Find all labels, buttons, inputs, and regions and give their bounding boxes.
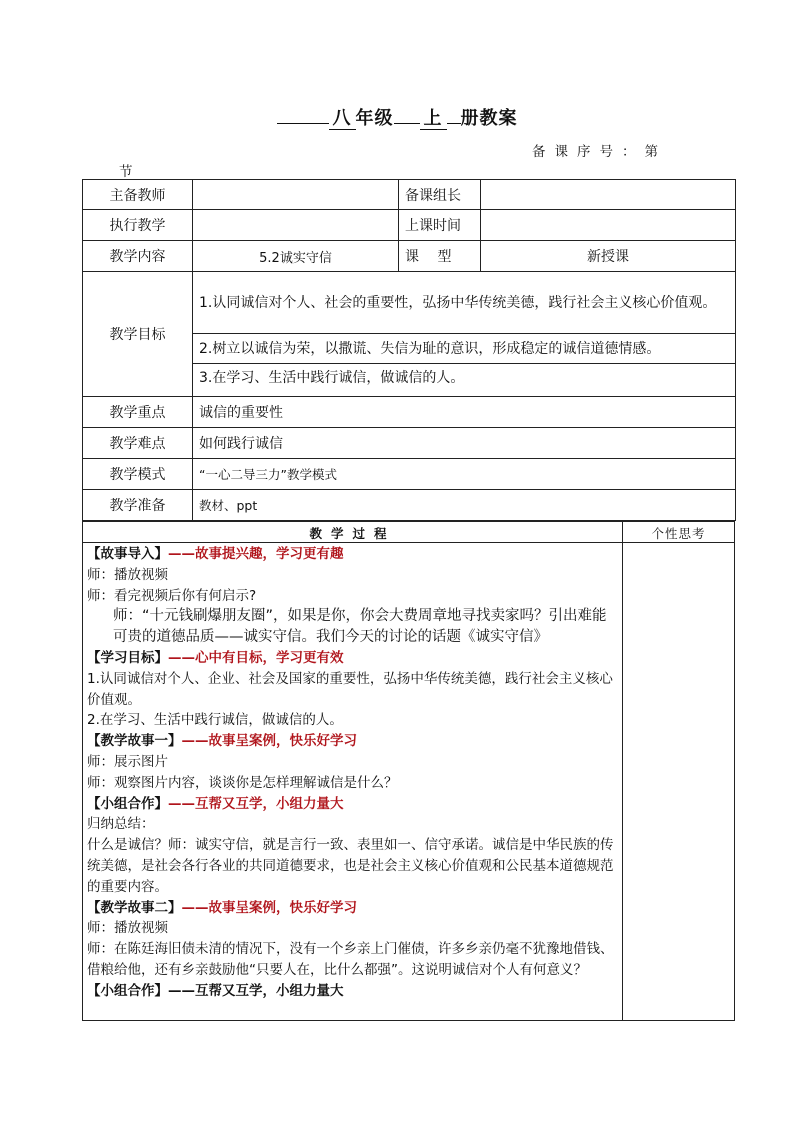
content-value: 5.2诚实守信 [193,241,399,272]
column-divider [622,522,623,1020]
section-tag: 【小组合作】 [87,982,168,999]
section-tag: 【教学故事一】 [87,733,182,750]
difficulty-value: 如何践行诚信 [193,428,736,459]
group-leader-label: 备课组长 [399,180,481,210]
difficulty-label: 教学难点 [83,428,193,459]
process-body [87,544,617,1002]
lesson-info-table [82,179,736,521]
section-tag: 【学习目标】 [87,649,168,666]
text-line: 师：观察图片内容，谈谈你是怎样理解诚信是什么？ [87,774,398,791]
prep-label: 教学准备 [83,490,193,521]
exec-teacher-label: 执行教学 [83,210,193,241]
class-time-label: 上课时间 [399,210,481,241]
text-line: 归纳总结： [87,816,155,833]
section-motto: ——互帮又互学，小组力量大 [168,795,344,812]
section-motto: ——故事提兴趣，学习更有趣 [168,546,344,562]
section-heading [87,731,617,752]
key-point-value: 诚信的重要性 [193,397,736,428]
mode-value: “一心二导三力”教学模式 [193,459,736,490]
exec-teacher-field[interactable] [193,210,399,241]
text-line: 2.在学习、生活中践行诚信，做诚信的人。 [87,712,343,729]
mode-label: 教学模式 [83,459,193,490]
text-line: 1.认同诚信对个人、企业、社会及国家的重要性，弘扬中华传统美德，践行社会主义核心价值观。 [87,670,613,708]
text-line: 什么是诚信？师：诚实守信，就是言行一致、表里如一、信守承诺。诚信是中华民族的传统美德，是社会各行各业的共同道德要求，也是社会主义核心价值观和公民基本道德规范的重要内容。 [87,837,614,895]
section-motto: ——故事呈案例，快乐好学习 [181,733,357,750]
text-line: 师：展示图片 [87,753,168,770]
process-header: 教学过程 [309,526,396,541]
notes-header: 个性思考 [651,526,706,541]
section-heading [87,898,617,919]
section-heading [87,794,617,815]
lead-teacher-label: 主备教师 [83,180,193,210]
text-line: 师：看完视频后你有何启示? [87,587,257,604]
section-heading [87,981,617,1002]
content-label: 教学内容 [83,241,193,272]
section-tag: 【故事导入】 [87,546,168,562]
page-title [0,104,794,130]
text-line: 师：“十元钱刷爆朋友圈”，如果是你，你会大费周章地寻找卖家吗？引出难能可贵的道德品质——诚实守信。我们今天的讨论的话题《诚实守信》 [113,608,607,646]
section-suffix: 节 [119,164,133,180]
goal-item: 3.在学习、生活中践行诚信，做诚信的人。 [193,364,736,397]
section-tag: 【教学故事二】 [87,899,182,916]
section-tag: 【小组合作】 [87,795,168,812]
grade: 八 [329,109,356,130]
header-divider [83,542,734,543]
text-line: 师：播放视频 [87,566,168,583]
group-leader-field[interactable] [481,180,736,210]
section-motto: ——心中有目标，学习更有效 [168,649,344,666]
key-point-label: 教学重点 [83,397,193,428]
section-motto: ——互帮又互学，小组力量大 [168,982,344,999]
teaching-process-table [82,521,735,1021]
text-line: 师：在陈廷海旧债未清的情况下，没有一个乡亲上门催债，许多乡亲仍毫不犹豫地借钱、借粮给他，还有乡亲鼓励他“只要人在，比什么都强”。这说明诚信对个人有何意义？ [87,941,614,978]
lesson-type-value: 新授课 [481,241,736,272]
goals-label: 教学目标 [83,272,193,397]
lead-teacher-field[interactable] [193,180,399,210]
class-time-field[interactable] [481,210,736,241]
lesson-type-label: 课 型 [399,241,481,272]
goal-item: 2.树立以诚信为荣，以撒谎、失信为耻的意识，形成稳定的诚信道德情感。 [193,334,736,364]
section-heading [87,544,617,565]
volume: 上 [420,109,447,130]
goal-item: 1.认同诚信对个人、社会的重要性，弘扬中华传统美德，践行社会主义核心价值观。 [193,272,736,334]
grade-suffix: 年级 [355,108,394,129]
prep-value: 教材、ppt [193,490,736,521]
text-line: 师：播放视频 [87,920,168,937]
serial-number: 备课序号：第 [532,144,667,160]
volume-suffix: 册教案 [460,108,518,129]
section-motto: ——故事呈案例，快乐好学习 [181,899,357,916]
section-heading [87,648,617,669]
